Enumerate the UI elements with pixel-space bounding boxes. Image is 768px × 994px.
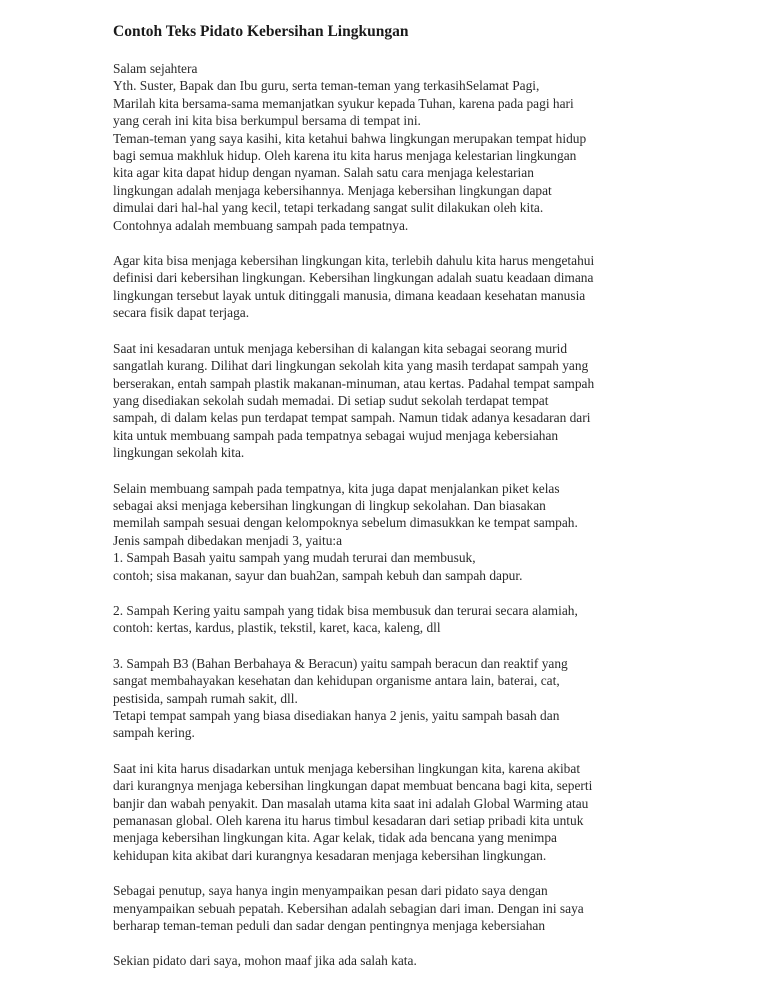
text-line: Saat ini kita harus disadarkan untuk menjaga kebersihan lingkungan kita, karena akibat — [113, 760, 581, 776]
paragraph-waste-types — [113, 480, 673, 584]
text-line: contoh: kertas, kardus, plastik, tekstil, karet, kaca, kaleng, dll — [113, 620, 441, 636]
text-line: menyampaikan sebuah pepatah. Kebersihan adalah sebagian dari iman. Dengan ini saya — [113, 900, 584, 916]
text-line: Sekian pidato dari saya, mohon maaf jika ada salah kata. — [113, 953, 417, 969]
text-line: lingkungan sekolah kita. — [113, 445, 245, 461]
text-line: yang cerah ini kita bisa berkumpul bersama di tempat ini. — [113, 113, 421, 129]
text-line: Agar kita bisa menjaga kebersihan lingkungan kita, terlebih dahulu kita harus mengetahui — [113, 253, 595, 269]
text-line: Salam sejahtera — [113, 61, 198, 76]
text-line: Marilah kita bersama-sama memanjatkan syukur kepada Tuhan, karena pada pagi hari — [113, 95, 574, 111]
text-line: contoh; sisa makanan, sayur dan buah2an, sampah kebuh dan sampah dapur. — [113, 567, 523, 583]
paragraph-definition — [113, 252, 673, 322]
paragraph-dry-waste — [113, 602, 673, 637]
text-line: 1. Sampah Basah yaitu sampah yang mudah terurai dan membusuk, — [113, 550, 476, 566]
text-line: berharap teman-teman peduli dan sadar dengan pentingnya menjaga kebersiahan — [113, 918, 546, 934]
paragraph-global-warming — [113, 760, 673, 864]
text-line: lingkungan adalah menjaga kebersihannya. Menjaga kebersihan lingkungan dapat — [113, 182, 552, 198]
text-line: Teman-teman yang saya kasihi, kita ketahui bahwa lingkungan merupakan tempat hidup — [113, 130, 587, 146]
text-line: sangat membahayakan kesehatan dan kehidupan organisme antara lain, baterai, cat, — [113, 673, 560, 689]
text-line: dimulai dari hal-hal yang kecil, tetapi terkadang sangat sulit dilakukan oleh kita. — [113, 200, 544, 216]
text-line: pemanasan global. Oleh karena itu harus timbul kesadaran dari setiap pribadi kita untuk — [113, 813, 584, 829]
text-line: 2. Sampah Kering yaitu sampah yang tidak bisa membusuk dan terurai secara alamiah, — [113, 602, 578, 618]
text-line: berserakan, entah sampah plastik makanan-minuman, atau kertas. Padahal tempat sampah — [113, 375, 595, 391]
document-page — [113, 22, 673, 988]
text-line: sebagai aksi menjaga kebersihan lingkungan di lingkup sekolahan. Dan biasakan — [113, 497, 546, 513]
text-line: Selain membuang sampah pada tempatnya, kita juga dapat menjalankan piket kelas — [113, 480, 560, 496]
text-line: banjir dan wabah penyakit. Dan masalah utama kita saat ini adalah Global Warming atau — [113, 795, 589, 811]
paragraph-b3-waste — [113, 655, 673, 742]
text-line: Yth. Suster, Bapak dan Ibu guru, serta teman-teman yang terkasihSelamat Pagi, — [113, 78, 540, 94]
text-line: Sebagai penutup, saya hanya ingin menyampaikan pesan dari pidato saya dengan — [113, 883, 548, 899]
text-line: sampah kering. — [113, 725, 195, 741]
text-line: menjaga kebersihan lingkungan kita. Agar kelak, tidak ada bencana yang menimpa — [113, 830, 557, 846]
text-line: pestisida, sampah rumah sakit, dll. — [113, 690, 298, 706]
paragraph-closing — [113, 882, 673, 934]
text-line: dari kurangnya menjaga kebersihan lingkungan dapat membuat bencana bagi kita, seperti — [113, 778, 593, 794]
text-line: memilah sampah sesuai dengan kelompoknya sebelum dimasukkan ke tempat sampah. — [113, 515, 578, 531]
text-line: secara fisik dapat terjaga. — [113, 305, 250, 321]
text-line: lingkungan tersebut layak untuk ditinggali manusia, dimana keadaan kesehatan manusia — [113, 287, 586, 303]
text-line: bagi semua makhluk hidup. Oleh karena itu kita harus menjaga kelestarian lingkungan — [113, 148, 577, 164]
text-line: definisi dari kebersihan lingkungan. Kebersihan lingkungan adalah suatu keadaan dimana — [113, 270, 594, 286]
text-line: Jenis sampah dibedakan menjadi 3, yaitu:a — [113, 532, 343, 548]
text-line: sampah, di dalam kelas pun terdapat tempat sampah. Namun tidak adanya kesadaran dari — [113, 410, 591, 426]
paragraph-awareness — [113, 340, 673, 462]
text-line: Saat ini kesadaran untuk menjaga kebersihan di kalangan kita sebagai seorang murid — [113, 340, 568, 356]
paragraph-opening — [113, 60, 673, 234]
text-line: kita untuk membuang sampah pada tempatnya sebagai wujud menjaga kebersiahan — [113, 427, 559, 443]
text-line: yang disediakan sekolah sudah memadai. Di setiap sudut sekolah terdapat tempat — [113, 392, 549, 408]
text-line: 3. Sampah B3 (Bahan Berbahaya & Beracun) yaitu sampah beracun dan reaktif yang — [113, 655, 568, 671]
document-title: Contoh Teks Pidato Kebersihan Lingkungan — [113, 23, 409, 40]
text-line: Tetapi tempat sampah yang biasa disediakan hanya 2 jenis, yaitu sampah basah dan — [113, 708, 560, 723]
text-line: kehidupan kita akibat dari kurangnya kesadaran menjaga kebersihan lingkungan. — [113, 847, 547, 863]
paragraph-farewell — [113, 952, 673, 969]
text-line: Contohnya adalah membuang sampah pada tempatnya. — [113, 217, 409, 233]
text-line: kita agar kita dapat hidup dengan nyaman. Salah satu cara menjaga kelestarian — [113, 165, 534, 181]
text-line: sangatlah kurang. Dilihat dari lingkungan sekolah kita yang masih terdapat sampah yang — [113, 358, 589, 374]
